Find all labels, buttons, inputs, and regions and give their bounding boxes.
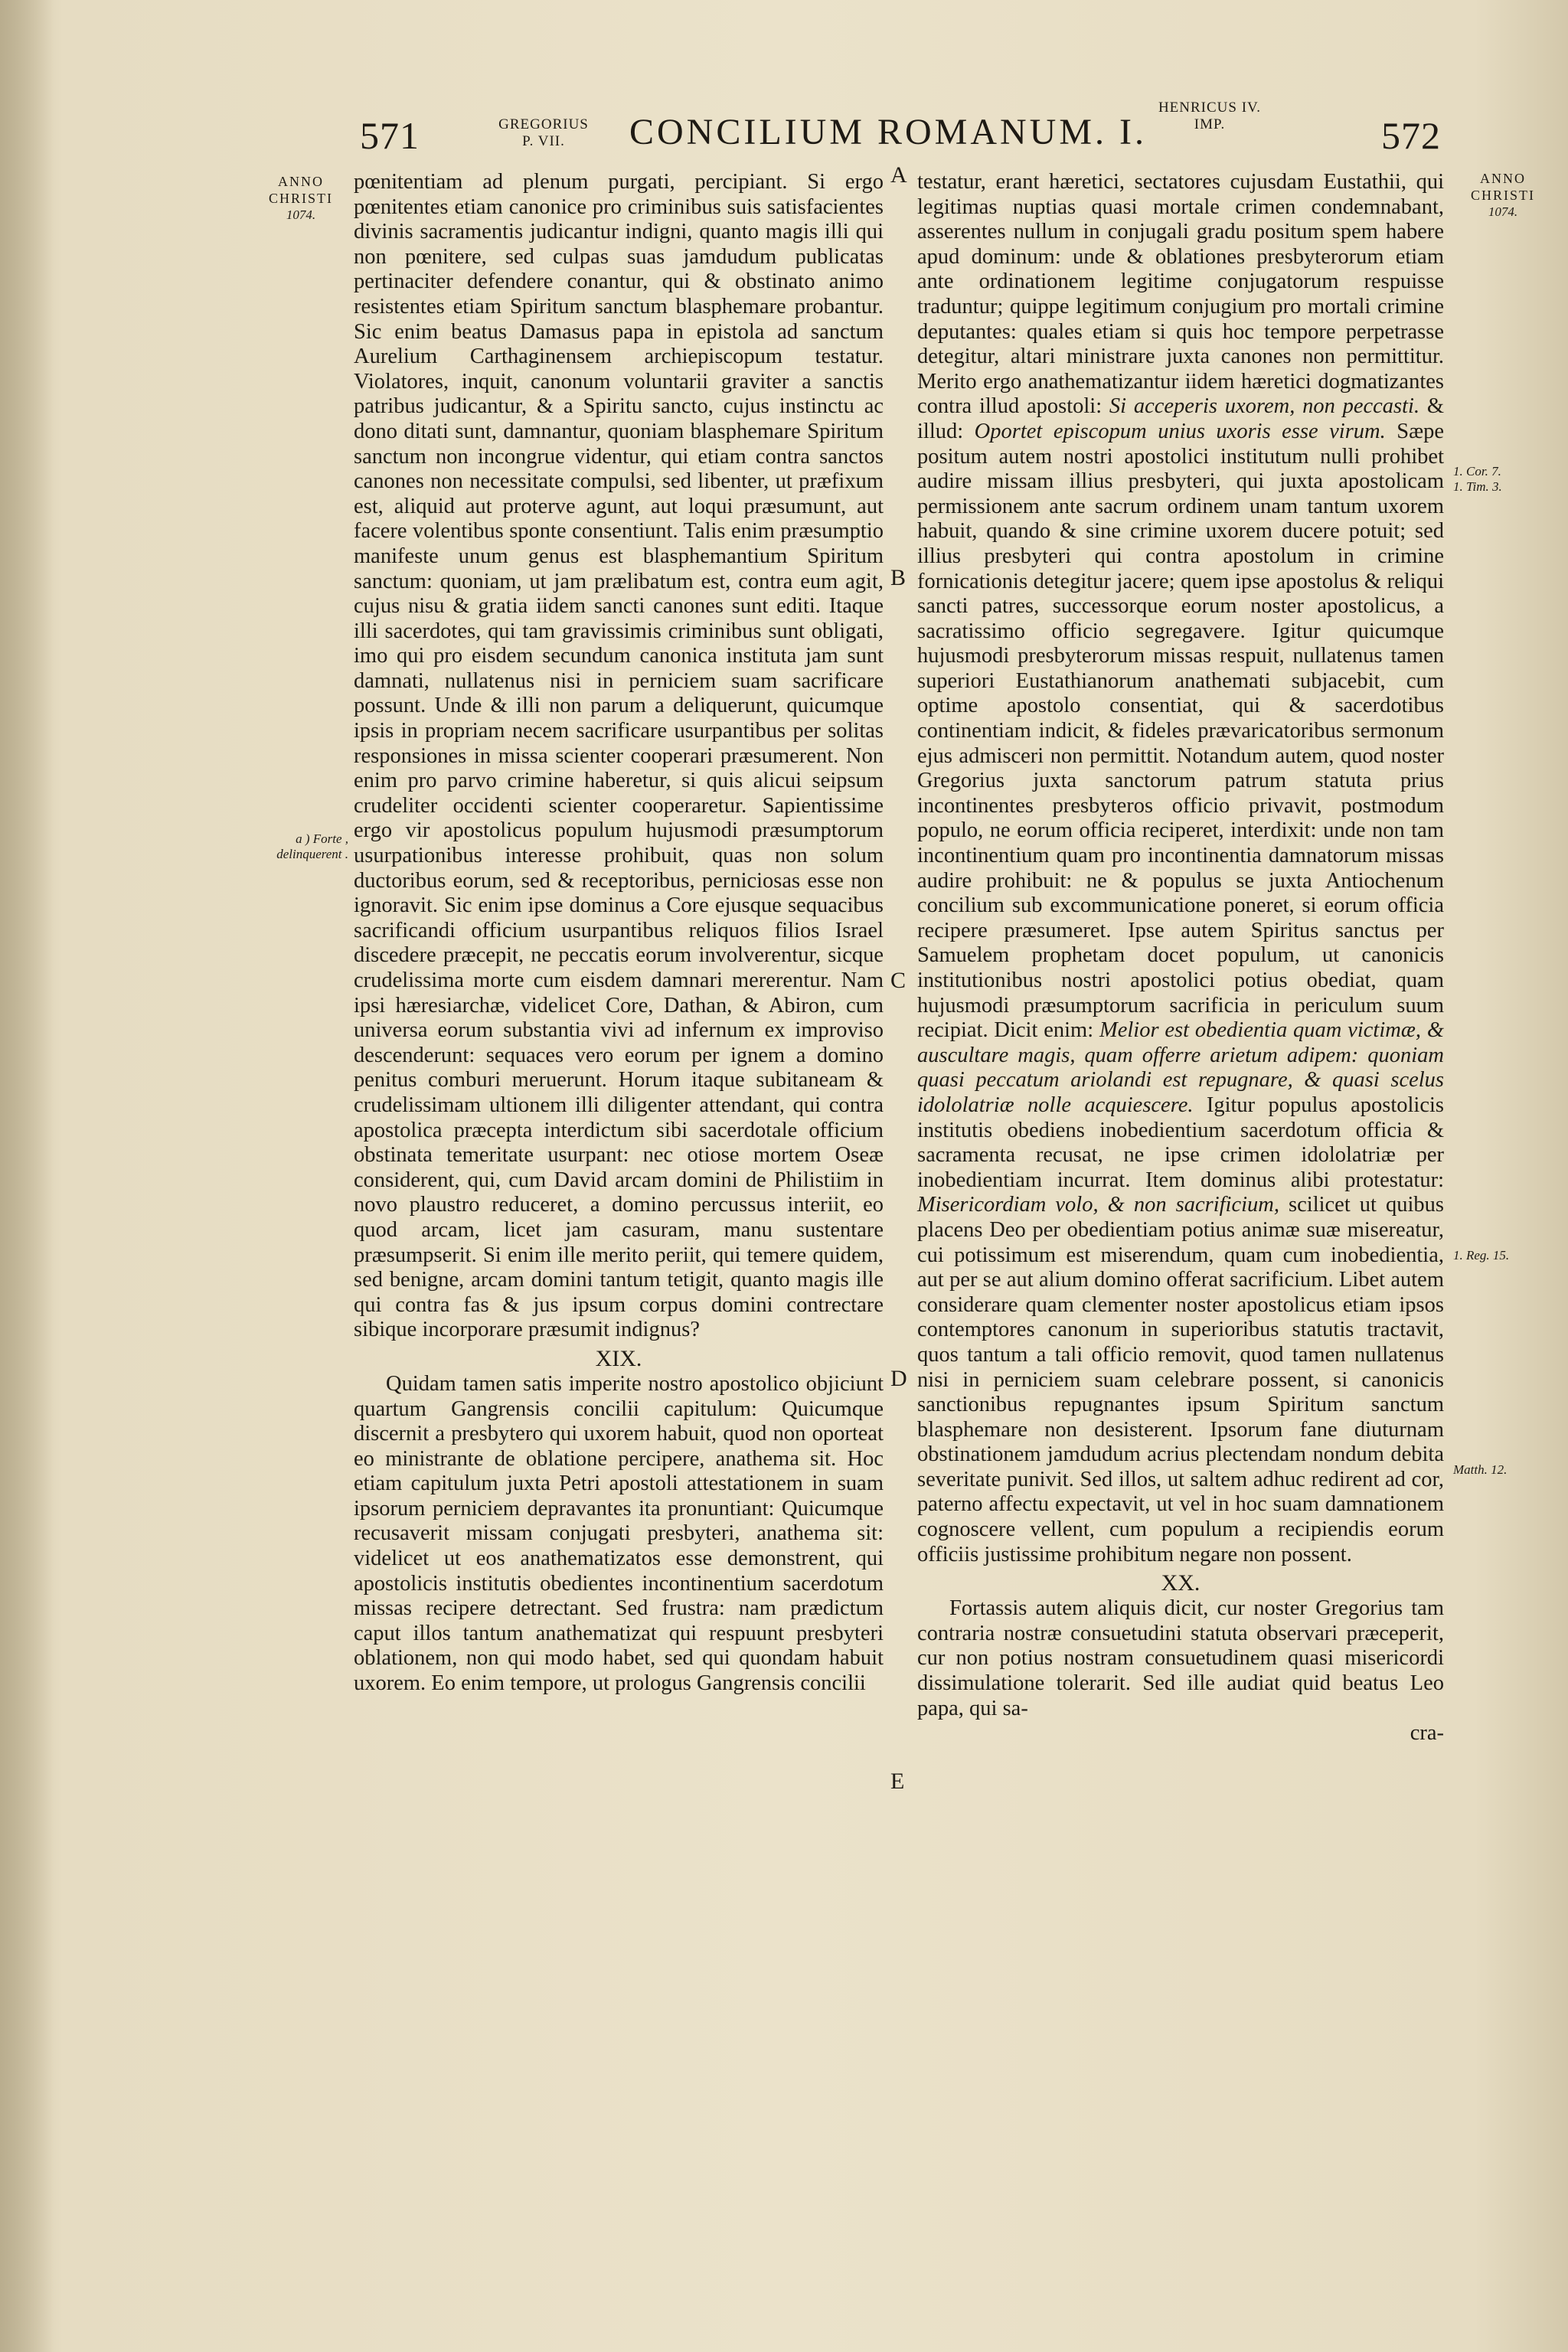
quote-reg: Melior est obedientia quam victimæ, & auscultare magis, quam offerre arietum adipem: quoniam quasi peccatum ariolandi est repugnare, & quasi scelus idololatriæ nolle acquiescere.	[917, 1018, 1444, 1117]
right-text-1d: Igitur populus apostolicis institutis obediens inobedientium sacerdotum officia & sacramenta recusat, ne ipse crimen idololatriæ per inobedientiam incurrat. Item dominus alibi protestatur:	[917, 1093, 1445, 1192]
christi-label-right: CHRISTI	[1470, 188, 1535, 203]
christi-label: CHRISTI	[268, 191, 333, 206]
left-margin-footnote	[253, 831, 348, 862]
left-margin-year-note	[259, 173, 343, 224]
section-heading-xix: XIX.	[595, 1345, 642, 1371]
right-text-1b: & illud:	[917, 394, 1445, 443]
right-paragraph-1	[917, 170, 1444, 1567]
left-paragraph-2: Quidam tamen satis imperite nostro apostolico objiciunt quartum Gangrensis concilii capitulum: Quicumque discernit a presbytero qui uxorem habuit, quod non oporteat eo ministrante de oblatione percipere, anathema sit. Hoc etiam capitulum juxta Petri apostoli attestationem in suam ipsorum perniciem depravantes ita pronuntiant: Quicumque recusaverit missam conjugati presbyteri, anathema sit: videlicet ut eos anathematizatos esse demonstrent, qui apostolicis institutis obedientes incontinentium sacerdotum missas recipere detrectant. Sed frustra: nam prædictum caput illos tantum anathematizat qui respuunt presbyteri oblationem, non qui modo habet, sed qui quondam habuit uxorem. Eo enim tempore, ut prologus Gangrensis concilii	[354, 1371, 884, 1696]
right-page-number: 572	[1381, 114, 1441, 157]
anno-label-right: ANNO	[1480, 171, 1526, 186]
quote-cor: Si acceperis uxorem, non peccasti.	[1109, 394, 1420, 419]
margin-ref-matth: Matth. 12.	[1453, 1462, 1508, 1477]
left-running-head-line1: GREGORIUS	[498, 116, 589, 132]
section-letter-d: D	[890, 1366, 907, 1391]
right-text-1c: Sæpe positum autem nostri apostolici institutum nulli prohibet audire missam illius presbyteri, qui juxta apostolicam permissionem ante sacrum ordinem unam tantum uxorem habuit, quando & sine crimine uxorem ducere potuit; sed illius presbyteri qui contra apostolum in crimine fornicationis detegitur jacere; quem ipse apostolus & reliqui sancti patres, successorque eorum noster apostolicus, a sacratissimo officio segregavere. Igitur quicumque hujusmodi presbyterorum missas respuit, nullatenus tamen superiori Eustathianorum anathemati subjacebit, cum optime apostolo consentiat, qui & sacerdotibus continentiam indicit, & fideles prævaricatoribus sermonum ejus admisceri non permittit. Notandum autem, quod noster Gregorius juxta sanctorum patrum statuta prius incontinentes presbyteros officio privavit, postmodum populo, ne eorum officia reciperet, interdixit: unde non tam incontinentium quam pro incontinentia damnatorum missas audire prohibuit: ne & populus se juxta Antiochenum concilium sub excommunicatione poneret, si eorum officia recipere præsumeret. Ipse autem Spiritus sanctus per Samuelem prophetam docet populum, ut canonicis institutionibus nostri apostolici potius obediat, quam hujusmodi præsumptorum sacrificia in periculum suum recipiat. Dicit enim:	[917, 419, 1444, 1043]
section-heading-xx: XX.	[1161, 1570, 1200, 1596]
right-margin-year-note	[1461, 170, 1545, 220]
page-title: CONCILIUM ROMANUM. I.	[629, 112, 1147, 152]
right-running-head-line1: HENRICUS IV.	[1158, 100, 1262, 116]
right-running-head-line2: IMP.	[1194, 116, 1226, 132]
footnote-line1: a ) Forte ,	[296, 831, 348, 846]
margin-ref-cor-tim	[1453, 464, 1553, 495]
left-paragraph-1: pœnitentiam ad plenum purgati, percipiant. Si ergo pœnitentes etiam canonice pro criminibus suis satisfacientes divinis sacramentis judicantur indigni, quanto magis illi qui non pœnitere, sed culpas suas jamdudum publicatas pertinaciter defendere conantur, qui & obstinato animo resistentes etiam Spiritum sanctum blasphemare probantur. Sic enim beatus Damasus papa in epistola ad sanctum Aurelium Carthaginensem archiepiscopum testatur. Violatores, inquit, canonum voluntarii graviter a sanctis patribus judicantur, & a Spiritu sancto, cujus instinctu ac dono ditati sunt, damnantur, quoniam blasphemare Spiritum sanctum non incongrue videntur, qui etiam contra sanctos canones non necessitate compulsi, sed libenter, ut præfixum est, aliquid aut proterve agunt, aut loqui præsumunt, aut facere volentibus sponte consentiunt. Talis enim præsumptio manifeste unum genus est blasphemantium Spiritum sanctum: quoniam, ut jam prælibatum est, contra eum agit, cujus nisu & gratia iidem sancti canones sunt editi. Itaque illi sacerdotes, qui tam gravissimis criminibus sunt obligati, imo qui pro eisdem secundum canonica instituta jam sunt damnati, nullatenus nisi in perniciem suam sacrificare possunt. Unde & illi non parum a deliquerunt, quicumque ipsis in propriam necem sacrificare usurpantibus per solitas responsiones in missa scienter cooperari præsumerent. Non enim pro parvo crimine haberetur, si quis alicui seipsum crudeliter occidenti scienter cooperaretur. Sapientissime ergo vir apostolicus populum hujusmodi præsumptorum usurpationibus interesse prohibuit, quas non solum ductoribus eorum, sed & receptoribus, perniciosas esse non ignoravit. Sic enim ipse dominus a Core ejusque sequacibus sacrificandi officium usurpantibus reliquos filios Israel discedere præcepit, ne peccatis eorum involverentur, sicque crudelissima morte cum eisdem damnari mererentur. Nam ipsi hæresiarchæ, videlicet Core, Dathan, & Abiron, cum universa eorum substantia vivi ad infernum ex improviso descenderunt: sequaces vero eorum per ignem a domino penitus comburi meruerunt. Horum itaque subitaneam & crudelissimam ultionem illi diligenter attendant, qui contra apostolica præcepta interdictum sibi sacerdotale officium obstinata temeritate usurpant: nec otiose mortem Oseæ considerent, qui, cum David arcam domini de Philistiim in novo plaustro reduceret, a domino percussus interiit, eo quod arcam, licet jam casuram, manu sustentare præsumpserit. Si enim ille merito periit, qui temere quidem, sed benigne, arcam domini tantum tetigit, quanto magis ille qui contra fas & jus ipsum corpus domini contrectare sibique incorporare præsumit indignus?	[354, 170, 884, 1342]
margin-ref-reg: 1. Reg. 15.	[1453, 1248, 1510, 1263]
section-letter-c: C	[890, 968, 906, 993]
section-letter-b: B	[890, 565, 906, 590]
catchword: cra-	[1410, 1721, 1444, 1746]
ref-tim: 1. Tim. 3.	[1453, 479, 1502, 494]
footnote-line2: delinquerent .	[276, 847, 348, 861]
year-label: 1074.	[286, 207, 316, 222]
section-letter-a: A	[890, 162, 907, 188]
right-text-1e: scilicet ut quibus placens Deo per obedientiam potius animæ suæ misereatur, cui potissimum est miserendum, quam cum inobedientia, aut per se aut alium domino offerat sacrificium. Libet autem considerare quam clementer noster apostolicus etiam ipsos contemptores canonum in superioribus statutis tractavit, quos tantum a tali officio removit, quod tamen nullatenus nisi in perniciem suam celebrare possent, si canonicis sanctionibus repugnantes ipsum Spiritum sanctum blasphemare non desisterent. Ipsorum fane diuturnam obstinationem jamdudum acrius plectendam nondum debita severitate punivit. Sed illos, ut saltem adhuc redirent ad cor, paterno affectu expectavit, ut vel in hoc suam damnationem cognoscere vellent, cum populum a recipiendis eorum officiis justissime prohibitum negare non possent.	[917, 1193, 1445, 1566]
right-paragraph-2: Fortassis autem aliquis dicit, cur noster Gregorius tam contraria nostræ consuetudini statuta observari præceperit, cur non potius nostram consuetudinem quasi misericordi dissimulatione tolerarit. Sed ille audiat quid beatus Leo papa, qui sa-	[917, 1596, 1444, 1720]
left-page-number: 571	[360, 114, 420, 157]
gutter-shadow	[0, 0, 54, 2352]
left-running-head	[490, 116, 597, 150]
right-text-column	[917, 170, 1444, 1746]
ref-cor: 1. Cor. 7.	[1453, 464, 1501, 479]
right-running-head	[1148, 100, 1271, 133]
quote-matth: Misericordiam volo, & non sacrificium,	[917, 1193, 1279, 1217]
quote-tim: Oportet episcopum unius uxoris esse virum.	[974, 419, 1386, 443]
left-running-head-line2: P. VII.	[522, 133, 565, 149]
section-letter-e: E	[890, 1769, 905, 1794]
right-text-1a: testatur, erant hæretici, sectatores cujusdam Eustathii, qui legitimas nuptias quasi mortale crimen condemnabant, asserentes nullum in conjugali gradu positum spem habere apud dominum: unde & oblationes presbyterorum etiam ante ordinationem legitime conjugatorum respuisse traduntur; quippe legitimum conjugium pro mortali crimine deputantes: quales etiam si quis hoc tempore perpetrasse detegitur, altari ministrare juxta canones non permittitur. Merito ergo anathematizantur iidem hæretici dogmatizantes contra illud apostoli:	[917, 170, 1444, 419]
year-label-right: 1074.	[1488, 204, 1518, 219]
left-text-column	[354, 170, 884, 1697]
anno-label: ANNO	[278, 174, 324, 189]
